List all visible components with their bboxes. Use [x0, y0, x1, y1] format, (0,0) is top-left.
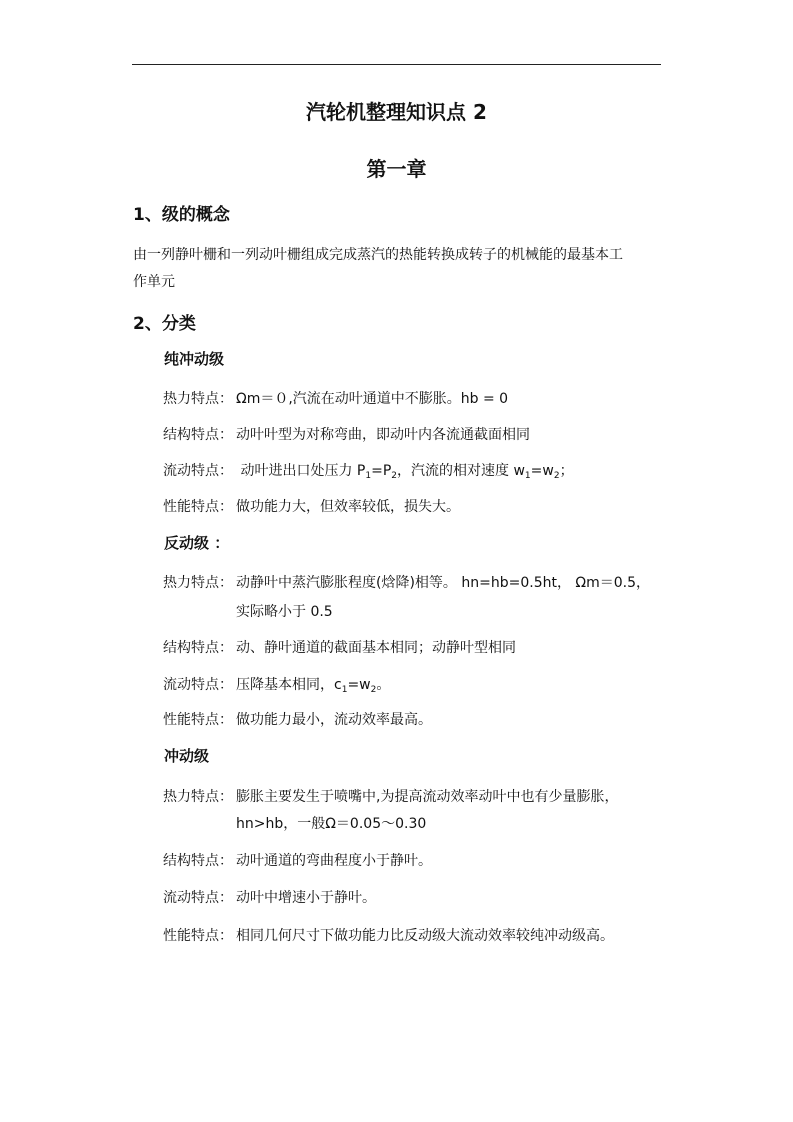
feature-label: 流动特点：	[163, 677, 233, 693]
impulse-flow	[163, 887, 376, 907]
feature-label: 结构特点：	[163, 427, 233, 443]
feature-label: 热力特点：	[163, 575, 233, 591]
feature-text: 膨胀主要发生于喷嘴中,为提高流动效率动叶中也有少量膨胀，	[236, 789, 619, 805]
feature-text: 动叶叶型为对称弯曲，即动叶内各流通截面相同	[236, 427, 530, 443]
feature-text: 动叶通道的弯曲程度小于静叶。	[236, 853, 432, 869]
impulse-thermal-continued: hn>hb，一般Ω＝0.05～0.30	[236, 816, 427, 832]
feature-label: 热力特点：	[163, 391, 233, 407]
reaction-structure	[163, 637, 516, 657]
feature-label: 流动特点：	[163, 463, 233, 479]
subheading-impulse-stage: 冲动级	[164, 747, 210, 765]
reaction-flow	[163, 674, 390, 694]
feature-label: 性能特点：	[163, 928, 233, 944]
feature-text: 动、静叶通道的截面基本相同；动静叶型相同	[236, 640, 516, 656]
feature-label: 流动特点：	[163, 890, 233, 906]
document-title: 汽轮机整理知识点 2	[306, 100, 487, 124]
impulse-performance	[163, 925, 614, 945]
stage-concept-text	[133, 242, 623, 296]
feature-label: 性能特点：	[163, 499, 233, 515]
subheading-pure-impulse-stage: 纯冲动级	[164, 350, 225, 368]
pure-impulse-thermal	[163, 388, 508, 408]
section-heading-classification: 2、分类	[133, 314, 196, 334]
paragraph-line: 由一列静叶栅和一列动叶栅组成完成蒸汽的热能转换成转子的机械能的最基本工	[133, 247, 623, 263]
pure-impulse-performance	[163, 496, 460, 516]
chapter-heading: 第一章	[366, 157, 427, 181]
section-heading-stage-concept: 1、级的概念	[133, 205, 230, 225]
reaction-thermal	[163, 572, 650, 592]
impulse-structure	[163, 850, 432, 870]
feature-label: 结构特点：	[163, 853, 233, 869]
subheading-reaction-stage: 反动级 ：	[164, 534, 230, 552]
impulse-thermal	[163, 786, 618, 806]
feature-text: 动静叶中蒸汽膨胀程度(焓降)相等。 hn=hb=0.5ht， Ωm＝0.5，	[236, 575, 651, 591]
reaction-performance	[163, 709, 432, 729]
pure-impulse-flow	[163, 460, 574, 480]
feature-text: 做功能力最小，流动效率最高。	[236, 712, 432, 728]
paragraph-line: 作单元	[133, 274, 175, 290]
feature-text: 动叶中增速小于静叶。	[236, 890, 376, 906]
reaction-thermal-continued: 实际略小于 0.5	[236, 604, 333, 620]
feature-text: 动叶进出口处压力 $P_1=P_2$，汽流的相对速度 $w_1=w_2$；	[240, 463, 574, 481]
feature-text: 压降基本相同，$c_1=w_2$。	[236, 677, 391, 695]
feature-label: 热力特点：	[163, 789, 233, 805]
feature-text: 做功能力大，但效率较低，损失大。	[236, 499, 460, 515]
feature-text: Ωm＝０,汽流在动叶通道中不膨胀。hb = 0	[236, 391, 509, 407]
feature-text: 相同几何尺寸下做功能力比反动级大流动效率较纯冲动级高。	[236, 928, 614, 944]
header-rule	[132, 64, 661, 65]
feature-label: 性能特点：	[163, 712, 233, 728]
feature-label: 结构特点：	[163, 640, 233, 656]
pure-impulse-structure	[163, 424, 530, 444]
